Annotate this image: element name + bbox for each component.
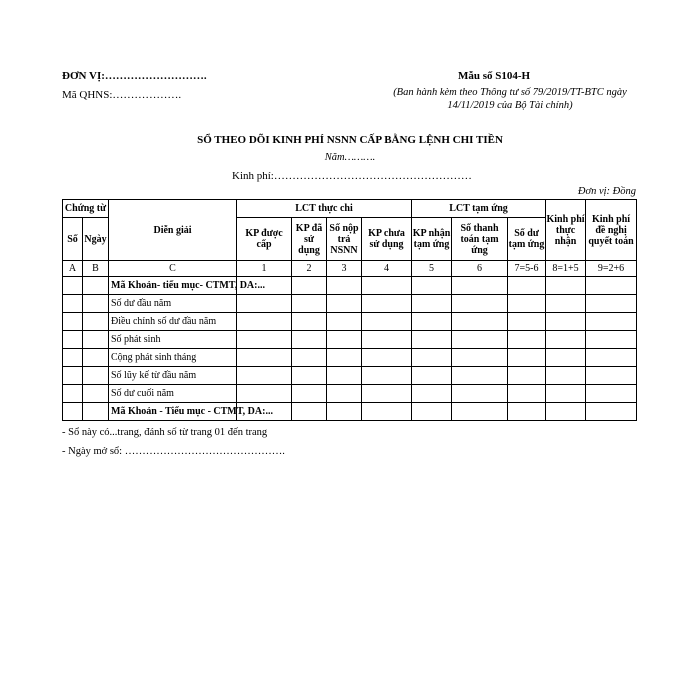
empty-cell xyxy=(63,277,83,295)
ledger-table xyxy=(62,199,637,421)
empty-cell xyxy=(83,349,109,367)
table-row xyxy=(63,403,637,421)
lct-actual-header: LCT thực chi xyxy=(237,200,412,218)
empty-cell xyxy=(452,403,508,421)
table-row xyxy=(63,313,637,331)
empty-cell xyxy=(292,295,327,313)
empty-cell xyxy=(586,277,637,295)
empty-cell xyxy=(508,349,546,367)
empty-cell xyxy=(546,349,586,367)
empty-cell xyxy=(362,331,412,349)
empty-cell xyxy=(237,295,292,313)
empty-cell xyxy=(586,367,637,385)
empty-cell xyxy=(83,367,109,385)
column-code: 6 xyxy=(452,261,508,277)
advance-settled-header: Số thanh toán tạm ứng xyxy=(452,218,508,261)
row-description: Điều chỉnh số dư đầu năm xyxy=(109,313,237,331)
empty-cell xyxy=(412,331,452,349)
voucher-header: Chứng từ xyxy=(63,200,109,218)
column-code: 4 xyxy=(362,261,412,277)
row-description: Số dư cuối năm xyxy=(109,385,237,403)
empty-cell xyxy=(362,295,412,313)
empty-cell xyxy=(327,349,362,367)
form-code: Mẫu số S104-H xyxy=(458,70,531,82)
empty-cell xyxy=(586,385,637,403)
row-description: Mã Khoản - Tiểu mục - CTMT, DA:... xyxy=(109,403,237,421)
empty-cell xyxy=(452,295,508,313)
empty-cell xyxy=(508,277,546,295)
empty-cell xyxy=(327,331,362,349)
empty-cell xyxy=(83,295,109,313)
empty-cell xyxy=(327,385,362,403)
row-description: Cộng phát sinh tháng xyxy=(109,349,237,367)
empty-cell xyxy=(362,349,412,367)
empty-cell xyxy=(412,385,452,403)
empty-cell xyxy=(327,277,362,295)
kp-used-header: KP đã sử dụng xyxy=(292,218,327,261)
column-code: A xyxy=(63,261,83,277)
empty-cell xyxy=(412,403,452,421)
empty-cell xyxy=(292,403,327,421)
table-row xyxy=(63,331,637,349)
empty-cell xyxy=(546,295,586,313)
empty-cell xyxy=(412,349,452,367)
column-code: C xyxy=(109,261,237,277)
issued-note-line2: 14/11/2019 của Bộ Tài chính) xyxy=(447,100,573,111)
year-line: Năm………. xyxy=(324,152,376,163)
empty-cell xyxy=(508,331,546,349)
empty-cell xyxy=(63,403,83,421)
kp-unused-header: KP chưa sử dụng xyxy=(362,218,412,261)
column-code: 3 xyxy=(327,261,362,277)
empty-cell xyxy=(452,277,508,295)
empty-cell xyxy=(362,367,412,385)
empty-cell xyxy=(237,367,292,385)
empty-cell xyxy=(546,313,586,331)
empty-cell xyxy=(292,277,327,295)
table-row xyxy=(63,277,637,295)
unit-label: ĐƠN VỊ:………………………. xyxy=(62,70,207,82)
issued-note-line1: (Ban hành kèm theo Thông tư số 79/2019/TT-BTC ngày xyxy=(393,87,627,98)
advance-balance-header: Số dư tạm ứng xyxy=(508,218,546,261)
table-row xyxy=(63,385,637,403)
empty-cell xyxy=(586,313,637,331)
column-code-row xyxy=(63,261,637,277)
empty-cell xyxy=(412,367,452,385)
empty-cell xyxy=(452,385,508,403)
date-header: Ngày xyxy=(83,218,109,261)
empty-cell xyxy=(292,313,327,331)
empty-cell xyxy=(546,367,586,385)
page-title: SỔ THEO DÕI KINH PHÍ NSNN CẤP BẰNG LỆNH CHI TIỀN xyxy=(197,134,503,146)
empty-cell xyxy=(63,295,83,313)
pages-note: - Sổ này có...trang, đánh số từ trang 01 đến trang xyxy=(62,427,268,438)
empty-cell xyxy=(586,331,637,349)
table-row xyxy=(63,295,637,313)
empty-cell xyxy=(83,385,109,403)
row-description: Số phát sinh xyxy=(109,331,237,349)
empty-cell xyxy=(362,403,412,421)
table-row xyxy=(63,349,637,367)
row-description: Số dư đầu năm xyxy=(109,295,237,313)
table-row xyxy=(63,367,637,385)
ledger-body xyxy=(63,277,637,421)
empty-cell xyxy=(327,295,362,313)
column-code: 2 xyxy=(292,261,327,277)
empty-cell xyxy=(452,331,508,349)
funds-received-header: Kinh phí thực nhận xyxy=(546,200,586,261)
empty-cell xyxy=(327,313,362,331)
empty-cell xyxy=(83,403,109,421)
empty-cell xyxy=(586,403,637,421)
empty-cell xyxy=(237,385,292,403)
empty-cell xyxy=(292,385,327,403)
column-code: 8=1+5 xyxy=(546,261,586,277)
empty-cell xyxy=(508,403,546,421)
empty-cell xyxy=(327,367,362,385)
empty-cell xyxy=(292,349,327,367)
empty-cell xyxy=(546,277,586,295)
returned-nsnn-header: Số nộp trả NSNN xyxy=(327,218,362,261)
empty-cell xyxy=(292,331,327,349)
kp-allocated-header: KP được cấp xyxy=(237,218,292,261)
lct-advance-header: LCT tạm ứng xyxy=(412,200,546,218)
empty-cell xyxy=(546,385,586,403)
empty-cell xyxy=(362,277,412,295)
empty-cell xyxy=(546,331,586,349)
empty-cell xyxy=(452,313,508,331)
column-code: B xyxy=(83,261,109,277)
empty-cell xyxy=(237,349,292,367)
empty-cell xyxy=(508,385,546,403)
funding-line: Kinh phí:……………………………………………… xyxy=(232,170,472,182)
empty-cell xyxy=(63,367,83,385)
empty-cell xyxy=(362,385,412,403)
empty-cell xyxy=(452,367,508,385)
empty-cell xyxy=(63,331,83,349)
empty-cell xyxy=(237,313,292,331)
column-code: 5 xyxy=(412,261,452,277)
empty-cell xyxy=(63,313,83,331)
empty-cell xyxy=(412,313,452,331)
empty-cell xyxy=(83,331,109,349)
empty-cell xyxy=(508,313,546,331)
row-description: Số lũy kế từ đầu năm xyxy=(109,367,237,385)
funds-requested-header: Kinh phí đề nghị quyết toán xyxy=(586,200,637,261)
qhns-label: Mã QHNS:………………. xyxy=(62,89,182,101)
empty-cell xyxy=(63,349,83,367)
header-row-groups xyxy=(63,200,637,218)
empty-cell xyxy=(586,295,637,313)
empty-cell xyxy=(292,367,327,385)
description-header: Diễn giải xyxy=(109,200,237,261)
empty-cell xyxy=(546,403,586,421)
column-code: 9=2+6 xyxy=(586,261,637,277)
empty-cell xyxy=(327,403,362,421)
empty-cell xyxy=(237,331,292,349)
currency-unit: Đơn vị: Đồng xyxy=(577,186,636,197)
column-code: 7=5-6 xyxy=(508,261,546,277)
number-header: Số xyxy=(63,218,83,261)
empty-cell xyxy=(508,295,546,313)
empty-cell xyxy=(508,367,546,385)
empty-cell xyxy=(362,313,412,331)
empty-cell xyxy=(412,277,452,295)
empty-cell xyxy=(63,385,83,403)
row-description: Mã Khoản- tiểu mục- CTMT, DA:... xyxy=(109,277,237,295)
column-code: 1 xyxy=(237,261,292,277)
kp-advance-received-header: KP nhận tạm ứng xyxy=(412,218,452,261)
empty-cell xyxy=(83,277,109,295)
open-date-line: - Ngày mở sổ: ………………………………………. xyxy=(62,446,285,457)
empty-cell xyxy=(586,349,637,367)
empty-cell xyxy=(83,313,109,331)
empty-cell xyxy=(452,349,508,367)
empty-cell xyxy=(412,295,452,313)
